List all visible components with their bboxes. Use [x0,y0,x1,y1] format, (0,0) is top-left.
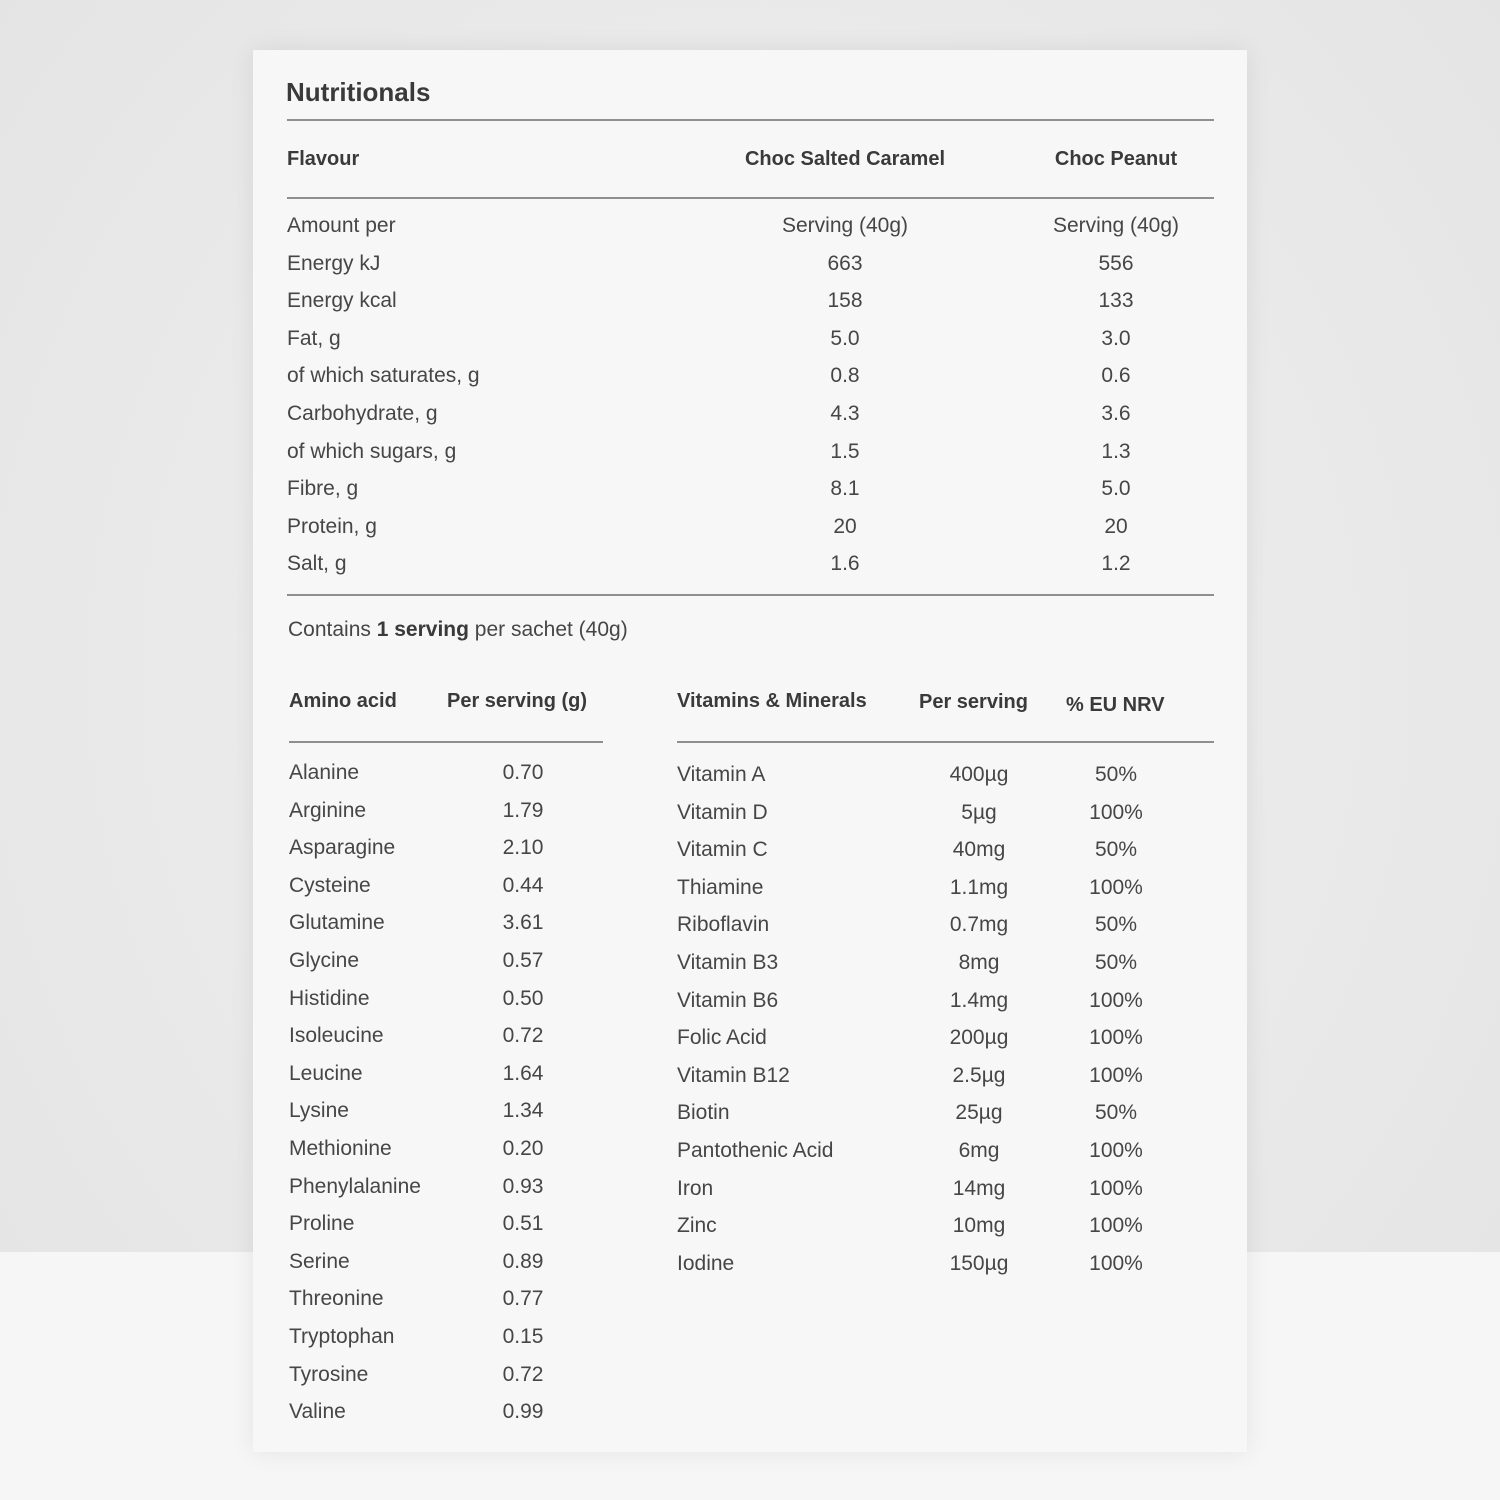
vitamin-nrv: 100% [1089,1063,1143,1087]
nutrient-value-col1: 1.5 [830,439,860,463]
table-row [253,1325,613,1363]
nutrient-value-col2: 5.0 [1101,477,1131,501]
table-row [253,214,1247,252]
table-row [253,1174,1247,1215]
table-row [253,289,1247,327]
table-row [253,1214,1247,1252]
vitamin-amount: 40mg [952,838,1006,862]
vitamin-nrv: 50% [1094,951,1138,974]
nutrient-name: Fat, g [287,326,341,350]
vitamin-nrv: 50% [1094,838,1138,862]
table-row [253,477,1247,515]
table-row [253,440,1247,478]
table-row [253,364,1247,402]
nutrient-name: Energy kJ [287,251,381,275]
amino-acid-name: Tryptophan [289,1325,395,1348]
nutrient-value-col1: 8.1 [830,477,860,501]
amino-acid-value: 0.93 [502,1174,544,1198]
vitamin-name: Iodine [677,1251,735,1275]
amino-acid-value: 1.64 [502,1061,544,1085]
vitamin-name: Folic Acid [677,1026,767,1050]
amino-acid-name: Isoleucine [289,1024,384,1048]
title-divider [287,119,1214,121]
vitamins-header-divider [677,741,1214,743]
nutrient-value-col1: 20 [833,514,857,538]
amino-acid-name: Glutamine [289,911,385,935]
nutrient-value-col2: Serving (40g) [1052,214,1180,237]
vitamin-amount: 5µg [961,800,997,824]
flavour-col2-header: Choc Peanut [1054,148,1178,170]
amino-acid-value: 0.70 [502,761,544,784]
vitamin-nrv: 50% [1094,1101,1138,1125]
table-row [253,913,1247,951]
nutrient-value-col2: 3.6 [1101,402,1131,425]
nutrient-value-col2: 20 [1104,514,1128,538]
vitamin-amount: 200µg [949,1026,1009,1050]
nutrition-header-divider [287,197,1214,199]
vitamin-amount: 10mg [952,1214,1006,1238]
nutrient-value-col1: 5.0 [830,326,860,350]
vitamin-amount: 14mg [952,1176,1006,1200]
amino-acid-value: 1.34 [502,1099,544,1123]
vitamin-amount: 2.5µg [952,1063,1006,1087]
nutrition-card [253,50,1247,1452]
table-row [253,1061,1247,1102]
nutrient-value-col2: 556 [1098,251,1134,275]
vitamin-amount: 1.1mg [949,875,1009,899]
table-row [253,1400,613,1438]
nutrient-value-col2: 3.0 [1101,326,1131,350]
amino-acid-value: 0.77 [502,1287,544,1311]
amino-acid-name: Serine [289,1249,350,1273]
vitamin-amount: 0.7mg [949,913,1009,937]
table-row [253,402,1247,440]
nutrient-value-col1: 0.8 [830,364,860,388]
vitamin-nrv: 100% [1089,800,1143,824]
vitamin-amount: 8mg [958,951,1000,974]
amino-acid-value: 0.20 [502,1137,544,1160]
vitamin-nrv: 100% [1089,1139,1143,1162]
amino-acid-value: 0.15 [502,1325,544,1348]
vitamins-per-serving-header: Per serving [919,691,1028,713]
amino-acid-name: Histidine [289,986,370,1010]
vitamin-nrv: 50% [1094,763,1138,786]
table-row [253,1101,1247,1139]
vitamin-name: Iron [677,1176,714,1200]
amino-acid-name: Valine [289,1400,346,1424]
vitamin-name: Biotin [677,1101,730,1125]
nutrient-name: of which saturates, g [287,364,480,388]
table-row [253,327,1247,365]
nutrient-value-col1: 158 [827,289,863,313]
table-row [253,1363,613,1401]
vitamin-name: Vitamin B3 [677,951,779,974]
amino-acid-name: Tyrosine [289,1362,369,1386]
servings-note-post: per sachet (40g) [468,618,628,641]
vitamin-amount: 25µg [955,1101,1003,1125]
vitamin-amount: 1.4mg [949,988,1009,1012]
nutrient-name: Protein, g [287,514,377,538]
vitamin-nrv: 100% [1089,988,1143,1012]
amino-acid-name: Methionine [289,1137,392,1160]
nutrient-value-col1: 663 [827,251,863,275]
amino-acid-name: Phenylalanine [289,1174,421,1198]
amino-acid-value: 2.10 [502,836,544,860]
amino-acid-name: Alanine [289,761,360,784]
vitamin-nrv: 100% [1089,875,1143,899]
servings-note-bold: 1 serving [376,618,469,641]
table-row [253,1139,1247,1177]
nutrient-value-col1: Serving (40g) [781,214,909,237]
vitamin-name: Vitamin B12 [677,1063,790,1087]
flavour-col1-header: Choc Salted Caramel [744,148,946,170]
amino-acid-value: 0.57 [502,949,544,972]
vitamin-amount: 6mg [958,1139,1000,1162]
table-row [253,798,1247,839]
table-row [253,1287,613,1325]
nutrient-name: of which sugars, g [287,439,457,463]
vitamin-nrv: 50% [1094,913,1138,937]
table-row [253,763,1247,801]
amino-acid-header: Amino acid [289,690,397,712]
table-row [253,1026,1247,1064]
vitamins-header: Vitamins & Minerals [677,690,867,712]
amino-acid-value: 0.99 [502,1400,544,1424]
nutrition-bottom-divider [287,594,1214,596]
table-row [253,986,1247,1027]
vitamin-name: Vitamin A [677,763,766,786]
amino-acid-value: 0.44 [502,873,544,897]
vitamin-nrv: 100% [1089,1026,1143,1050]
amino-acid-value: 0.72 [502,1024,544,1048]
amino-acid-value: 0.72 [502,1362,544,1386]
vitamin-nrv: 100% [1089,1251,1143,1275]
amino-acid-value: 0.50 [502,986,544,1010]
amino-acid-name: Asparagine [289,836,396,860]
amino-header-divider [289,741,603,743]
vitamin-name: Zinc [677,1214,717,1238]
vitamin-name: Vitamin B6 [677,988,779,1012]
nutrient-value-col1: 1.6 [830,552,860,576]
amino-acid-name: Cysteine [289,873,371,897]
nutrient-name: Carbohydrate, g [287,402,438,425]
servings-note-pre: Contains [288,618,377,641]
table-row [253,252,1247,290]
nutrient-name: Energy kcal [287,289,397,313]
vitamins-nrv-header: % EU NRV [1066,694,1165,716]
nutrient-value-col2: 133 [1098,289,1134,313]
vitamin-name: Thiamine [677,875,764,899]
amino-acid-value: 3.61 [502,911,544,935]
amino-acid-name: Proline [289,1212,355,1236]
amino-per-serving-header: Per serving (g) [447,690,588,712]
table-row [253,838,1247,876]
nutrient-value-col2: 1.2 [1101,552,1131,576]
servings-note [288,618,628,642]
vitamin-nrv: 100% [1089,1176,1143,1200]
table-row [253,873,1247,914]
nutrient-name: Salt, g [287,552,347,576]
table-row [253,552,1247,590]
amino-acid-name: Threonine [289,1287,384,1311]
nutrient-name: Amount per [287,214,396,237]
vitamin-amount: 150µg [949,1251,1009,1275]
nutrient-value-col1: 4.3 [830,402,860,425]
nutrient-value-col2: 1.3 [1101,439,1131,463]
amino-acid-name: Leucine [289,1061,363,1085]
table-row [253,515,1247,553]
amino-acid-value: 0.51 [502,1212,544,1236]
vitamin-nrv: 100% [1089,1214,1143,1238]
vitamin-name: Pantothenic Acid [677,1139,834,1162]
amino-acid-value: 0.89 [502,1249,544,1273]
amino-acid-name: Arginine [289,798,367,822]
nutrient-name: Fibre, g [287,477,359,501]
vitamin-name: Riboflavin [677,913,770,937]
amino-acid-name: Glycine [289,949,360,972]
table-row [253,951,1247,989]
vitamin-amount: 400µg [949,763,1009,786]
amino-acid-value: 1.79 [502,798,544,822]
flavour-header: Flavour [287,148,360,170]
nutrient-value-col2: 0.6 [1101,364,1131,388]
vitamin-name: Vitamin D [677,800,768,824]
table-row [253,1249,1247,1290]
vitamin-name: Vitamin C [677,838,768,862]
page-title: Nutritionals [286,77,431,107]
amino-acid-name: Lysine [289,1099,349,1123]
